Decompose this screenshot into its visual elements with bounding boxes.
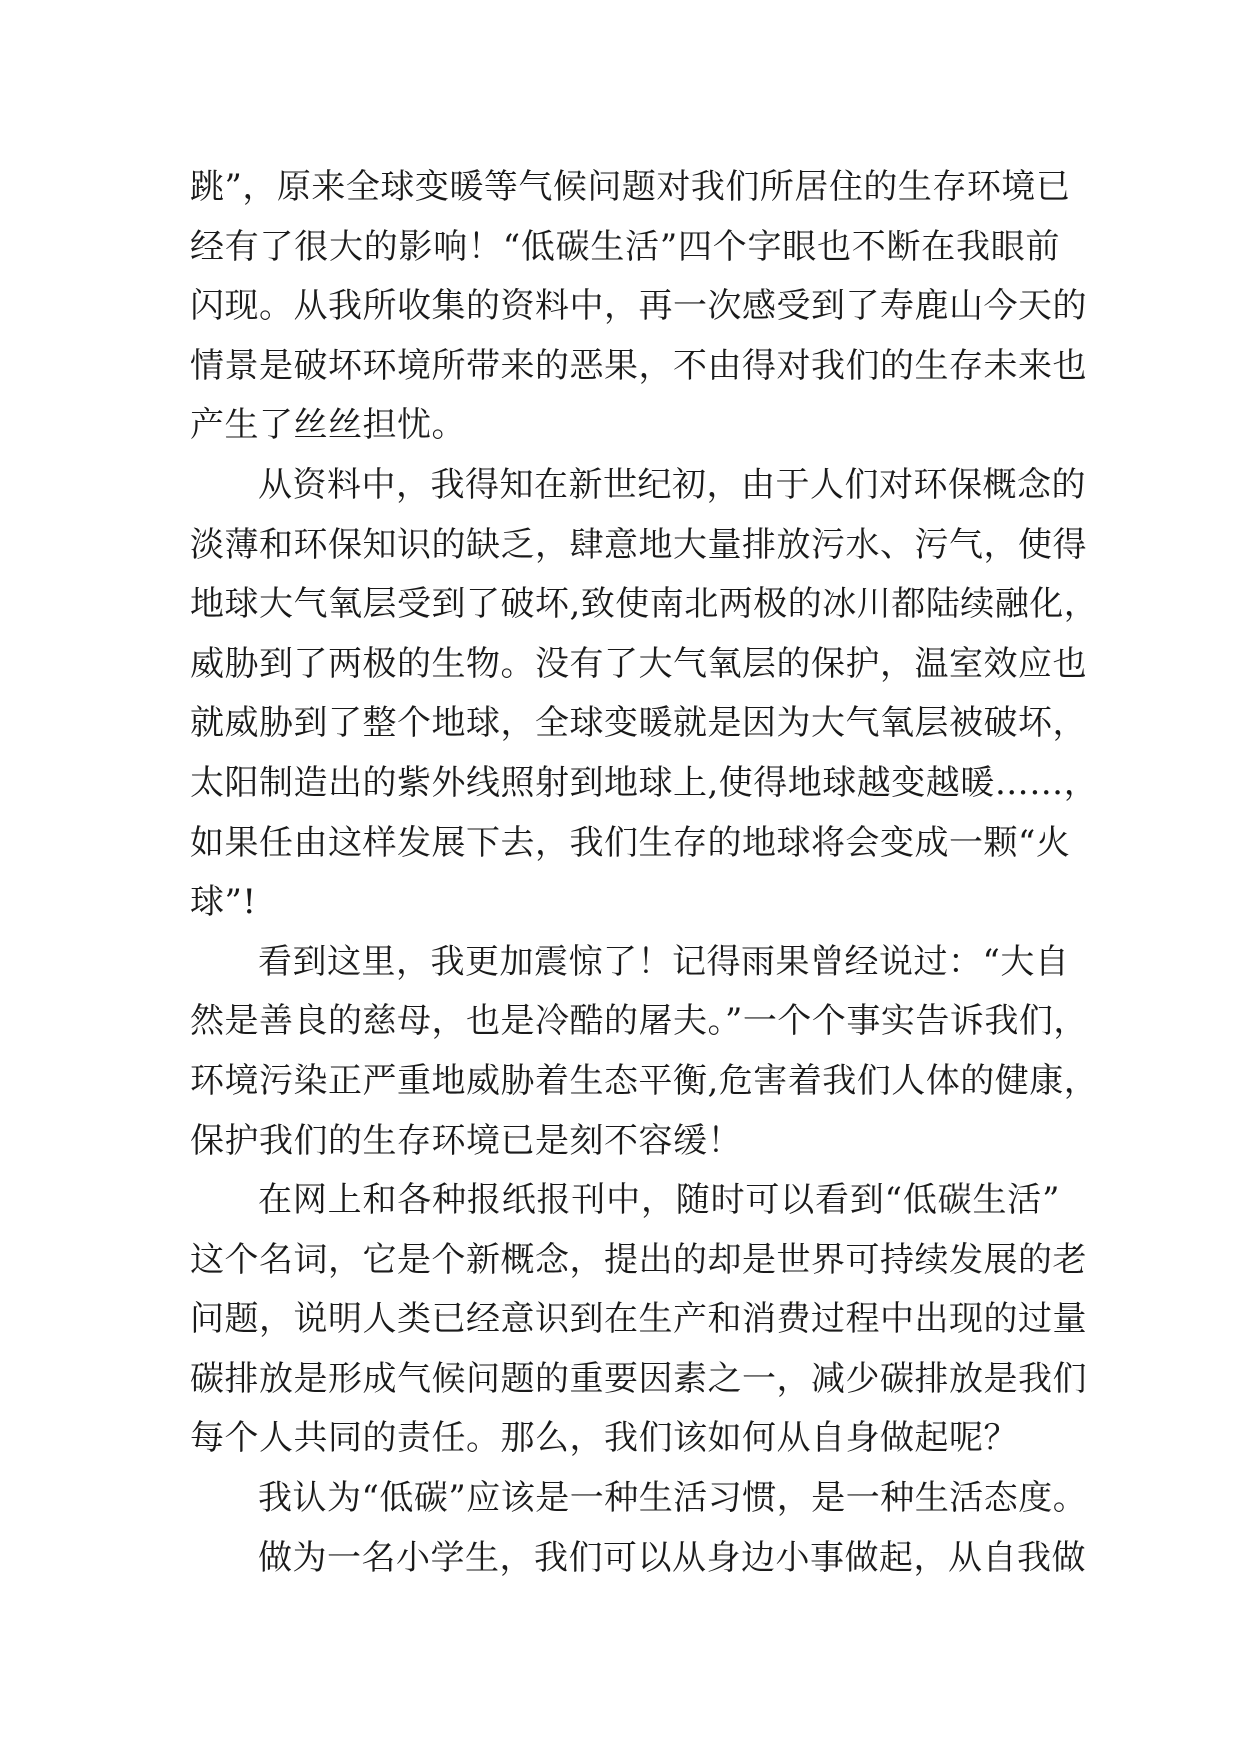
text-line: 这个名词，它是个新概念，提出的却是世界可持续发展的老	[190, 1239, 1087, 1280]
text-line: 闪现。从我所收集的资料中，再一次感受到了寿鹿山今天的	[190, 286, 1087, 327]
text-line: 如果任由这样发展下去，我们生存的地球将会变成一颗“火	[190, 822, 1071, 863]
text-line: 情景是破坏环境所带来的恶果，不由得对我们的生存未来也	[190, 345, 1087, 386]
text-line: 淡薄和环保知识的缺乏，肆意地大量排放污水、污气，使得	[190, 524, 1087, 565]
text-line: 地球大气氧层受到了破坏,致使南北两极的冰川都陆续融化，	[190, 584, 1099, 625]
text-line: 然是善良的慈母，也是冷酷的屠夫。”一个个事实告诉我们，	[190, 1001, 1088, 1042]
text-line: 碳排放是形成气候问题的重要因素之一，减少碳排放是我们	[190, 1358, 1087, 1399]
text-line: 产生了丝丝担忧。	[190, 405, 466, 446]
text-line: 威胁到了两极的生物。没有了大气氧层的保护，温室效应也	[190, 643, 1087, 684]
text-line: 跳”，原来全球变暖等气候问题对我们所居住的生存环境已	[190, 167, 1071, 207]
text-line: 就威胁到了整个地球，全球变暖就是因为大气氧层被破坏，	[190, 703, 1087, 744]
text-line: 从资料中，我得知在新世纪初，由于人们对环保概念的	[258, 464, 1086, 505]
text-line: 问题，说明人类已经意识到在生产和消费过程中出现的过量	[190, 1299, 1087, 1340]
text-line: 做为一名小学生，我们可以从身边小事做起，从自我做	[258, 1537, 1086, 1578]
text-line: 环境污染正严重地威胁着生态平衡,危害着我们人体的健康，	[190, 1060, 1099, 1101]
text-line: 球”!	[190, 882, 257, 923]
text-line: 太阳制造出的紫外线照射到地球上,使得地球越变越暖……，	[190, 762, 1099, 803]
text-line: 我认为“低碳”应该是一种生活习惯，是一种生活态度。	[258, 1478, 1088, 1519]
document-body	[190, 158, 1099, 1588]
text-line: 看到这里，我更加震惊了！记得雨果曾经说过：“大自	[258, 941, 1070, 982]
text-line: 保护我们的生存环境已是刻不容缓！	[190, 1120, 742, 1161]
text-line: 每个人共同的责任。那么，我们该如何从自身做起呢？	[190, 1418, 1018, 1459]
text-line: 经有了很大的影响！“低碳生活”四个字眼也不断在我眼前	[190, 226, 1060, 267]
text-line: 在网上和各种报纸报刊中，随时可以看到“低碳生活”	[258, 1180, 1060, 1221]
